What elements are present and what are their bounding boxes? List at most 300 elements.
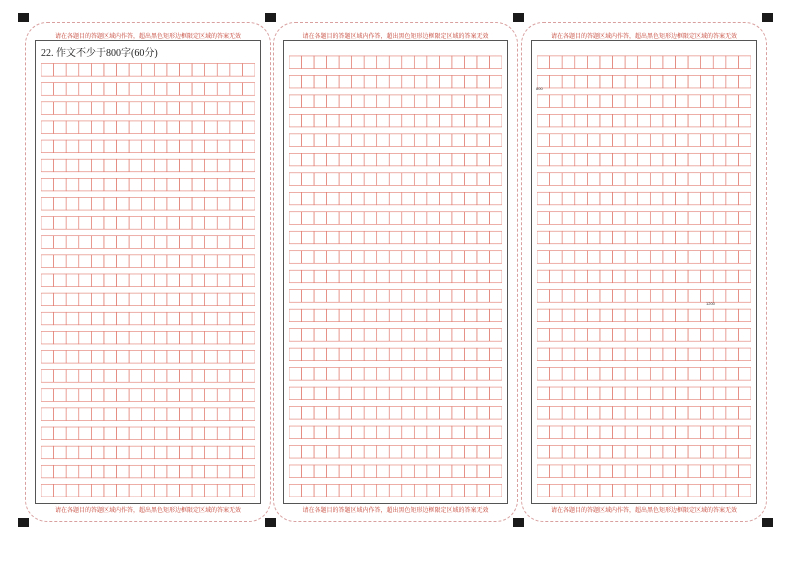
grid-cell[interactable] — [650, 348, 663, 361]
grid-cell[interactable] — [726, 309, 739, 322]
grid-cell[interactable] — [179, 217, 192, 230]
grid-cell[interactable] — [402, 290, 415, 303]
grid-cell[interactable] — [738, 95, 751, 108]
grid-cell[interactable] — [339, 329, 352, 342]
grid-cell[interactable] — [452, 270, 465, 283]
grid-cell[interactable] — [600, 192, 613, 205]
grid-cell[interactable] — [575, 75, 588, 88]
grid-cell[interactable] — [104, 64, 117, 77]
grid-cell[interactable] — [537, 270, 550, 283]
grid-cell[interactable] — [41, 484, 54, 497]
grid-cell[interactable] — [587, 75, 600, 88]
grid-cell[interactable] — [179, 236, 192, 249]
grid-cell[interactable] — [738, 251, 751, 264]
grid-cell[interactable] — [575, 329, 588, 342]
grid-cell[interactable] — [550, 75, 563, 88]
grid-cell[interactable] — [117, 159, 130, 172]
grid-cell[interactable] — [550, 329, 563, 342]
grid-cell[interactable] — [477, 290, 490, 303]
grid-cell[interactable] — [427, 75, 440, 88]
grid-cell[interactable] — [587, 134, 600, 147]
grid-cell[interactable] — [389, 270, 402, 283]
grid-cell[interactable] — [289, 134, 302, 147]
grid-cell[interactable] — [688, 173, 701, 186]
grid-cell[interactable] — [79, 140, 92, 153]
grid-cell[interactable] — [327, 153, 340, 166]
grid-cell[interactable] — [427, 95, 440, 108]
grid-cell[interactable] — [650, 134, 663, 147]
grid-cell[interactable] — [738, 231, 751, 244]
grid-cell[interactable] — [289, 484, 302, 497]
grid-cell[interactable] — [230, 178, 243, 191]
grid-cell[interactable] — [701, 387, 714, 400]
grid-cell[interactable] — [600, 212, 613, 225]
grid-cell[interactable] — [389, 426, 402, 439]
grid-cell[interactable] — [91, 140, 104, 153]
grid-cell[interactable] — [701, 231, 714, 244]
grid-cell[interactable] — [600, 465, 613, 478]
grid-cell[interactable] — [402, 231, 415, 244]
grid-cell[interactable] — [91, 217, 104, 230]
grid-cell[interactable] — [117, 217, 130, 230]
grid-cell[interactable] — [726, 231, 739, 244]
grid-cell[interactable] — [389, 212, 402, 225]
grid-cell[interactable] — [663, 192, 676, 205]
grid-cell[interactable] — [389, 153, 402, 166]
grid-cell[interactable] — [129, 197, 142, 210]
grid-cell[interactable] — [117, 64, 130, 77]
grid-cell[interactable] — [230, 351, 243, 364]
grid-cell[interactable] — [625, 484, 638, 497]
grid-cell[interactable] — [192, 389, 205, 402]
grid-cell[interactable] — [104, 102, 117, 115]
grid-cell[interactable] — [452, 95, 465, 108]
grid-cell[interactable] — [464, 114, 477, 127]
grid-cell[interactable] — [54, 370, 67, 383]
grid-cell[interactable] — [701, 465, 714, 478]
grid-cell[interactable] — [701, 75, 714, 88]
grid-cell[interactable] — [217, 331, 230, 344]
grid-cell[interactable] — [154, 159, 167, 172]
grid-cell[interactable] — [154, 102, 167, 115]
grid-cell[interactable] — [79, 331, 92, 344]
grid-cell[interactable] — [650, 387, 663, 400]
grid-cell[interactable] — [675, 426, 688, 439]
grid-cell[interactable] — [205, 446, 218, 459]
grid-cell[interactable] — [389, 192, 402, 205]
grid-cell[interactable] — [104, 83, 117, 96]
grid-cell[interactable] — [414, 56, 427, 69]
grid-cell[interactable] — [205, 351, 218, 364]
grid-cell[interactable] — [104, 465, 117, 478]
grid-cell[interactable] — [179, 351, 192, 364]
grid-cell[interactable] — [192, 236, 205, 249]
grid-cell[interactable] — [54, 64, 67, 77]
grid-cell[interactable] — [289, 114, 302, 127]
grid-cell[interactable] — [688, 95, 701, 108]
grid-cell[interactable] — [389, 231, 402, 244]
grid-cell[interactable] — [537, 329, 550, 342]
grid-cell[interactable] — [402, 56, 415, 69]
grid-cell[interactable] — [414, 348, 427, 361]
grid-cell[interactable] — [477, 251, 490, 264]
grid-cell[interactable] — [650, 368, 663, 381]
grid-cell[interactable] — [414, 153, 427, 166]
grid-cell[interactable] — [154, 408, 167, 421]
grid-cell[interactable] — [713, 484, 726, 497]
grid-cell[interactable] — [414, 329, 427, 342]
grid-cell[interactable] — [613, 134, 626, 147]
grid-cell[interactable] — [638, 134, 651, 147]
grid-cell[interactable] — [726, 251, 739, 264]
grid-cell[interactable] — [402, 348, 415, 361]
grid-cell[interactable] — [562, 426, 575, 439]
grid-cell[interactable] — [79, 389, 92, 402]
grid-cell[interactable] — [117, 408, 130, 421]
grid-cell[interactable] — [713, 56, 726, 69]
grid-cell[interactable] — [389, 56, 402, 69]
grid-cell[interactable] — [242, 408, 255, 421]
grid-cell[interactable] — [477, 484, 490, 497]
grid-cell[interactable] — [217, 236, 230, 249]
grid-cell[interactable] — [54, 351, 67, 364]
grid-cell[interactable] — [439, 270, 452, 283]
grid-cell[interactable] — [327, 290, 340, 303]
grid-cell[interactable] — [663, 387, 676, 400]
grid-cell[interactable] — [314, 75, 327, 88]
grid-cell[interactable] — [66, 197, 79, 210]
grid-cell[interactable] — [464, 173, 477, 186]
grid-cell[interactable] — [477, 348, 490, 361]
grid-cell[interactable] — [738, 309, 751, 322]
grid-cell[interactable] — [452, 212, 465, 225]
grid-cell[interactable] — [489, 465, 502, 478]
grid-cell[interactable] — [242, 484, 255, 497]
grid-cell[interactable] — [452, 251, 465, 264]
grid-cell[interactable] — [289, 407, 302, 420]
grid-cell[interactable] — [352, 134, 365, 147]
grid-cell[interactable] — [66, 389, 79, 402]
grid-cell[interactable] — [242, 427, 255, 440]
grid-cell[interactable] — [142, 64, 155, 77]
grid-cell[interactable] — [650, 56, 663, 69]
grid-cell[interactable] — [167, 465, 180, 478]
grid-cell[interactable] — [339, 212, 352, 225]
grid-cell[interactable] — [414, 270, 427, 283]
grid-cell[interactable] — [389, 75, 402, 88]
grid-cell[interactable] — [217, 370, 230, 383]
grid-cell[interactable] — [142, 484, 155, 497]
grid-cell[interactable] — [364, 484, 377, 497]
grid-cell[interactable] — [452, 309, 465, 322]
grid-cell[interactable] — [352, 270, 365, 283]
grid-cell[interactable] — [242, 217, 255, 230]
grid-cell[interactable] — [79, 159, 92, 172]
grid-cell[interactable] — [314, 153, 327, 166]
grid-cell[interactable] — [452, 368, 465, 381]
grid-cell[interactable] — [427, 484, 440, 497]
grid-cell[interactable] — [154, 484, 167, 497]
grid-cell[interactable] — [464, 231, 477, 244]
grid-cell[interactable] — [663, 251, 676, 264]
grid-cell[interactable] — [738, 368, 751, 381]
grid-cell[interactable] — [242, 102, 255, 115]
grid-cell[interactable] — [489, 309, 502, 322]
grid-cell[interactable] — [104, 351, 117, 364]
grid-cell[interactable] — [217, 121, 230, 134]
grid-cell[interactable] — [477, 387, 490, 400]
grid-cell[interactable] — [302, 426, 315, 439]
grid-cell[interactable] — [377, 134, 390, 147]
grid-cell[interactable] — [364, 212, 377, 225]
grid-cell[interactable] — [339, 270, 352, 283]
grid-cell[interactable] — [217, 83, 230, 96]
grid-cell[interactable] — [314, 484, 327, 497]
grid-cell[interactable] — [575, 192, 588, 205]
grid-cell[interactable] — [377, 231, 390, 244]
grid-cell[interactable] — [562, 309, 575, 322]
grid-cell[interactable] — [41, 427, 54, 440]
grid-cell[interactable] — [625, 173, 638, 186]
grid-cell[interactable] — [464, 426, 477, 439]
grid-cell[interactable] — [613, 484, 626, 497]
grid-cell[interactable] — [167, 370, 180, 383]
grid-cell[interactable] — [427, 387, 440, 400]
grid-cell[interactable] — [389, 368, 402, 381]
grid-cell[interactable] — [452, 426, 465, 439]
grid-cell[interactable] — [339, 231, 352, 244]
grid-cell[interactable] — [377, 192, 390, 205]
grid-cell[interactable] — [464, 134, 477, 147]
grid-cell[interactable] — [154, 236, 167, 249]
grid-cell[interactable] — [625, 134, 638, 147]
grid-cell[interactable] — [550, 192, 563, 205]
grid-cell[interactable] — [650, 231, 663, 244]
grid-cell[interactable] — [625, 329, 638, 342]
grid-cell[interactable] — [117, 236, 130, 249]
grid-cell[interactable] — [638, 212, 651, 225]
grid-cell[interactable] — [464, 387, 477, 400]
grid-cell[interactable] — [327, 465, 340, 478]
grid-cell[interactable] — [129, 446, 142, 459]
grid-cell[interactable] — [205, 236, 218, 249]
grid-cell[interactable] — [79, 178, 92, 191]
grid-cell[interactable] — [154, 64, 167, 77]
grid-cell[interactable] — [489, 290, 502, 303]
grid-cell[interactable] — [104, 255, 117, 268]
grid-cell[interactable] — [713, 134, 726, 147]
grid-cell[interactable] — [738, 484, 751, 497]
grid-cell[interactable] — [663, 231, 676, 244]
grid-cell[interactable] — [452, 446, 465, 459]
grid-cell[interactable] — [675, 329, 688, 342]
grid-cell[interactable] — [377, 329, 390, 342]
grid-cell[interactable] — [79, 427, 92, 440]
grid-cell[interactable] — [289, 446, 302, 459]
grid-cell[interactable] — [142, 197, 155, 210]
grid-cell[interactable] — [575, 231, 588, 244]
grid-cell[interactable] — [242, 274, 255, 287]
grid-cell[interactable] — [289, 251, 302, 264]
grid-cell[interactable] — [439, 290, 452, 303]
grid-cell[interactable] — [54, 446, 67, 459]
grid-cell[interactable] — [713, 309, 726, 322]
grid-cell[interactable] — [192, 484, 205, 497]
grid-cell[interactable] — [377, 465, 390, 478]
grid-cell[interactable] — [302, 309, 315, 322]
grid-cell[interactable] — [738, 290, 751, 303]
grid-cell[interactable] — [587, 192, 600, 205]
grid-cell[interactable] — [600, 329, 613, 342]
grid-cell[interactable] — [117, 351, 130, 364]
grid-cell[interactable] — [663, 290, 676, 303]
grid-cell[interactable] — [167, 331, 180, 344]
grid-cell[interactable] — [489, 192, 502, 205]
grid-cell[interactable] — [663, 368, 676, 381]
grid-cell[interactable] — [713, 368, 726, 381]
grid-cell[interactable] — [738, 134, 751, 147]
grid-cell[interactable] — [688, 114, 701, 127]
grid-cell[interactable] — [726, 270, 739, 283]
grid-cell[interactable] — [464, 290, 477, 303]
grid-cell[interactable] — [352, 426, 365, 439]
grid-cell[interactable] — [327, 192, 340, 205]
grid-cell[interactable] — [230, 312, 243, 325]
grid-cell[interactable] — [217, 484, 230, 497]
grid-cell[interactable] — [327, 95, 340, 108]
grid-cell[interactable] — [91, 159, 104, 172]
grid-cell[interactable] — [713, 290, 726, 303]
grid-cell[interactable] — [550, 407, 563, 420]
grid-cell[interactable] — [713, 153, 726, 166]
grid-cell[interactable] — [66, 351, 79, 364]
grid-cell[interactable] — [537, 192, 550, 205]
grid-cell[interactable] — [154, 255, 167, 268]
grid-cell[interactable] — [91, 389, 104, 402]
grid-cell[interactable] — [54, 140, 67, 153]
grid-cell[interactable] — [205, 64, 218, 77]
grid-cell[interactable] — [129, 389, 142, 402]
grid-cell[interactable] — [364, 329, 377, 342]
grid-cell[interactable] — [117, 255, 130, 268]
grid-cell[interactable] — [205, 102, 218, 115]
grid-cell[interactable] — [675, 192, 688, 205]
grid-cell[interactable] — [91, 293, 104, 306]
grid-cell[interactable] — [489, 387, 502, 400]
grid-cell[interactable] — [663, 426, 676, 439]
grid-cell[interactable] — [54, 465, 67, 478]
grid-cell[interactable] — [192, 140, 205, 153]
grid-cell[interactable] — [364, 387, 377, 400]
grid-cell[interactable] — [701, 212, 714, 225]
grid-cell[interactable] — [613, 114, 626, 127]
grid-cell[interactable] — [217, 389, 230, 402]
grid-cell[interactable] — [327, 348, 340, 361]
grid-cell[interactable] — [587, 407, 600, 420]
grid-cell[interactable] — [117, 197, 130, 210]
grid-cell[interactable] — [625, 212, 638, 225]
grid-cell[interactable] — [688, 56, 701, 69]
grid-cell[interactable] — [427, 446, 440, 459]
grid-cell[interactable] — [179, 370, 192, 383]
grid-cell[interactable] — [91, 427, 104, 440]
grid-cell[interactable] — [205, 331, 218, 344]
grid-cell[interactable] — [562, 212, 575, 225]
grid-cell[interactable] — [464, 309, 477, 322]
grid-cell[interactable] — [142, 370, 155, 383]
grid-cell[interactable] — [738, 173, 751, 186]
grid-cell[interactable] — [439, 368, 452, 381]
grid-cell[interactable] — [477, 446, 490, 459]
grid-cell[interactable] — [377, 426, 390, 439]
grid-cell[interactable] — [439, 251, 452, 264]
grid-cell[interactable] — [192, 331, 205, 344]
grid-cell[interactable] — [575, 387, 588, 400]
grid-cell[interactable] — [389, 251, 402, 264]
grid-cell[interactable] — [688, 465, 701, 478]
grid-cell[interactable] — [738, 75, 751, 88]
grid-cell[interactable] — [66, 102, 79, 115]
grid-cell[interactable] — [402, 75, 415, 88]
grid-cell[interactable] — [205, 427, 218, 440]
grid-cell[interactable] — [117, 83, 130, 96]
grid-cell[interactable] — [104, 178, 117, 191]
grid-cell[interactable] — [91, 331, 104, 344]
grid-cell[interactable] — [352, 231, 365, 244]
grid-cell[interactable] — [117, 484, 130, 497]
grid-cell[interactable] — [364, 290, 377, 303]
grid-cell[interactable] — [339, 134, 352, 147]
grid-cell[interactable] — [638, 407, 651, 420]
grid-cell[interactable] — [701, 251, 714, 264]
grid-cell[interactable] — [575, 153, 588, 166]
grid-cell[interactable] — [713, 114, 726, 127]
grid-cell[interactable] — [452, 56, 465, 69]
grid-cell[interactable] — [230, 370, 243, 383]
grid-cell[interactable] — [625, 309, 638, 322]
grid-cell[interactable] — [167, 389, 180, 402]
grid-cell[interactable] — [427, 368, 440, 381]
grid-cell[interactable] — [41, 178, 54, 191]
grid-cell[interactable] — [452, 153, 465, 166]
grid-cell[interactable] — [439, 173, 452, 186]
grid-cell[interactable] — [327, 309, 340, 322]
grid-cell[interactable] — [377, 75, 390, 88]
grid-cell[interactable] — [91, 274, 104, 287]
grid-cell[interactable] — [613, 445, 626, 458]
grid-cell[interactable] — [167, 408, 180, 421]
grid-cell[interactable] — [167, 159, 180, 172]
grid-cell[interactable] — [167, 197, 180, 210]
grid-cell[interactable] — [537, 56, 550, 69]
grid-cell[interactable] — [562, 368, 575, 381]
grid-cell[interactable] — [701, 329, 714, 342]
grid-cell[interactable] — [377, 251, 390, 264]
grid-cell[interactable] — [562, 114, 575, 127]
grid-cell[interactable] — [66, 484, 79, 497]
grid-cell[interactable] — [726, 192, 739, 205]
grid-cell[interactable] — [230, 121, 243, 134]
composition-grid[interactable] — [41, 57, 255, 497]
grid-cell[interactable] — [726, 290, 739, 303]
grid-cell[interactable] — [289, 270, 302, 283]
grid-cell[interactable] — [364, 348, 377, 361]
grid-cell[interactable] — [537, 251, 550, 264]
grid-cell[interactable] — [600, 95, 613, 108]
grid-cell[interactable] — [537, 173, 550, 186]
grid-cell[interactable] — [217, 159, 230, 172]
grid-cell[interactable] — [738, 426, 751, 439]
